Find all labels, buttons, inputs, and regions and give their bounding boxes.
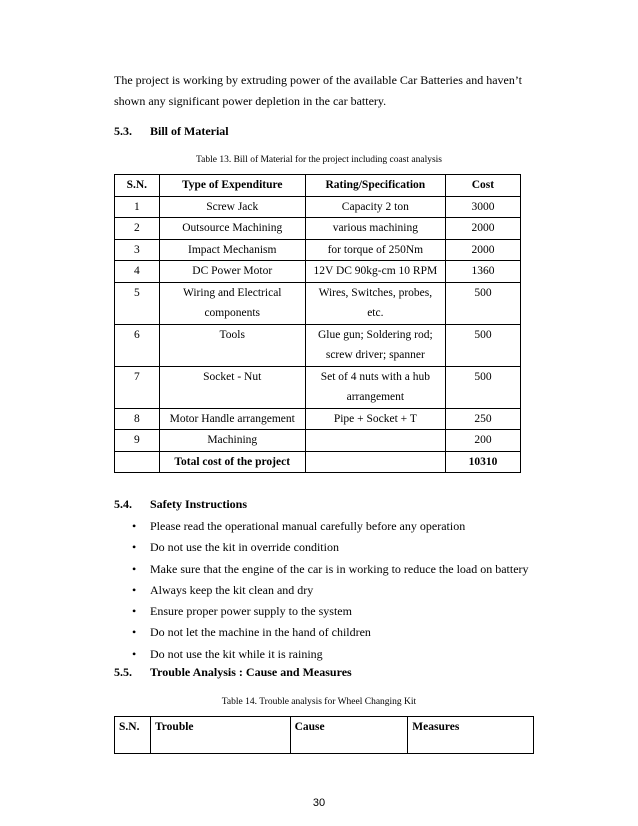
total-spec-cell: [305, 451, 445, 473]
cell-rating: various machining: [305, 218, 445, 240]
cell-type: Motor Handle arrangement: [159, 408, 305, 430]
table-14-caption: Table 14. Trouble analysis for Wheel Changing Kit: [221, 697, 417, 707]
cell-sn: 6: [115, 324, 160, 366]
list-item: • Make sure that the engine of the car is in working to reduce the load on battery: [114, 559, 529, 580]
cell-cost: 3000: [445, 196, 520, 218]
cell-sn: 4: [115, 261, 160, 283]
table-row: [115, 218, 521, 240]
section-title: Trouble Analysis : Cause and Measures: [150, 665, 352, 679]
list-item: • Do not use the kit in override condition: [114, 537, 529, 558]
cell-cost: 1360: [445, 261, 520, 283]
list-item: • Do not let the machine in the hand of children: [114, 622, 529, 643]
bill-of-material-table: [114, 174, 521, 473]
cell-type: Outsource Machining: [159, 218, 305, 240]
trouble-analysis-table: [114, 716, 534, 754]
section-number: 5.5.: [114, 665, 132, 679]
cell-cost: 2000: [445, 218, 520, 240]
header-cost: Cost: [445, 175, 520, 197]
cell-cost: 250: [445, 408, 520, 430]
cell-rating: Pipe + Socket + T: [305, 408, 445, 430]
cell-rating: 12V DC 90kg-cm 10 RPM: [305, 261, 445, 283]
cell-sn: 5: [115, 282, 160, 324]
table-row: [115, 261, 521, 283]
cell-cost: 2000: [445, 239, 520, 261]
section-title: Safety Instructions: [150, 497, 248, 511]
table-header-row: [115, 175, 521, 197]
cell-rating: Capacity 2 ton: [305, 196, 445, 218]
table-13-caption: Table 13. Bill of Material for the project including coast analysis: [195, 155, 442, 165]
cell-cost: 500: [445, 282, 520, 324]
header-trouble: Trouble: [150, 717, 290, 754]
cell-rating: for torque of 250Nm: [305, 239, 445, 261]
header-cause: Cause: [290, 717, 408, 754]
cell-type: DC Power Motor: [159, 261, 305, 283]
cell-cost: 500: [445, 324, 520, 366]
cell-rating: Wires, Switches, probes, etc.: [305, 282, 445, 324]
header-rating: Rating/Specification: [305, 175, 445, 197]
cell-cost: 500: [445, 366, 520, 408]
section-heading-5-4: [114, 497, 247, 512]
cell-sn: 7: [115, 366, 160, 408]
cell-rating: [305, 430, 445, 452]
section-heading-5-5: [114, 665, 352, 680]
list-item: • Always keep the kit clean and dry: [114, 580, 529, 601]
cell-sn: 8: [115, 408, 160, 430]
header-measures: Measures: [408, 717, 534, 754]
section-heading-5-3: [114, 124, 229, 139]
table-row: [115, 324, 521, 366]
table-header-row: [115, 717, 534, 754]
cell-sn: 9: [115, 430, 160, 452]
cell-cost: 200: [445, 430, 520, 452]
intro-paragraph: The project is working by extruding power of the available Car Batteries and haven’t shown any significant power depletion in the car battery.: [114, 73, 522, 108]
total-value: 10310: [445, 451, 520, 473]
cell-type: Screw Jack: [159, 196, 305, 218]
table-row: [115, 239, 521, 261]
list-item: • Do not use the kit while it is raining: [114, 644, 529, 665]
header-type: Type of Expenditure: [159, 175, 305, 197]
section-title: Bill of Material: [150, 124, 229, 138]
table-row: [115, 282, 521, 324]
table-row: [115, 408, 521, 430]
total-label: Total cost of the project: [159, 451, 305, 473]
table-row: [115, 366, 521, 408]
cell-rating: Set of 4 nuts with a hub arrangement: [305, 366, 445, 408]
section-number: 5.3.: [114, 124, 132, 138]
header-sn: S.N.: [115, 175, 160, 197]
cell-type: Tools: [159, 324, 305, 366]
total-row: [115, 451, 521, 473]
cell-rating: Glue gun; Soldering rod; screw driver; spanner: [305, 324, 445, 366]
cell-sn: 2: [115, 218, 160, 240]
list-item: • Ensure proper power supply to the system: [114, 601, 529, 622]
section-number: 5.4.: [114, 497, 132, 511]
list-item: • Please read the operational manual carefully before any operation: [114, 516, 529, 537]
cell-type: Impact Mechanism: [159, 239, 305, 261]
table-row: [115, 430, 521, 452]
page-number: 30: [312, 797, 326, 809]
total-sn-cell: [115, 451, 160, 473]
cell-type: Wiring and Electrical components: [159, 282, 305, 324]
cell-sn: 3: [115, 239, 160, 261]
table-row: [115, 196, 521, 218]
cell-type: Machining: [159, 430, 305, 452]
header-sn: S.N.: [115, 717, 151, 754]
cell-type: Socket - Nut: [159, 366, 305, 408]
safety-instructions-list: [114, 516, 529, 665]
cell-sn: 1: [115, 196, 160, 218]
